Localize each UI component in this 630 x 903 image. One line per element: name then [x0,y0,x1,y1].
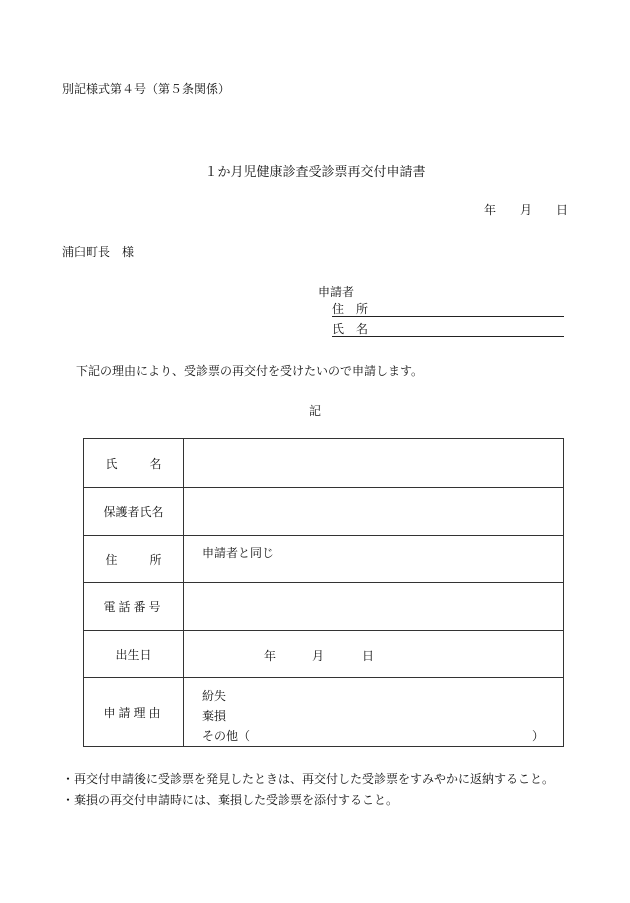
address-field[interactable] [184,536,564,583]
birth-date-field[interactable] [184,631,564,678]
phone-field[interactable] [184,583,564,631]
table-row-guardian [84,488,564,536]
guardian-name-field[interactable] [184,488,564,536]
date-month: 月 [520,203,533,217]
table-row-birth [84,631,564,678]
birth-day-unit: 日 [362,649,375,663]
reason-damaged[interactable]: 棄損 [202,709,227,723]
birth-year-unit: 年 [264,649,277,663]
document-title: １か月児健康診査受診票再交付申請書 [204,165,426,180]
form-number: 別記様式第４号（第５条関係） [62,82,231,96]
birth-month-unit: 月 [312,649,325,663]
applicant-name-field[interactable] [332,320,564,337]
note-return: ・再交付申請後に受診票を発見したときは、再交付した受診票をすみやかに返納すること。 [62,772,555,786]
address-value: 申請者と同じ [202,546,275,560]
date-year: 年 [484,203,497,217]
applicant-label: 申請者 [318,285,355,299]
application-date [484,201,568,218]
reason-field[interactable] [184,678,564,747]
reason-label: 申請理由 [103,705,164,720]
birth-label: 出生日 [115,647,152,662]
reason-other-close: ） [532,729,545,743]
phone-label: 電話番号 [103,600,164,614]
reason-other-label: その他（ [202,729,251,743]
ki-heading: 記 [309,404,322,418]
address-label: 住 所 [105,552,162,567]
applicant-address-field[interactable] [332,300,564,317]
date-day: 日 [556,203,569,217]
applicant-address-label: 住 所 [332,302,369,316]
phone-label-cell [84,583,184,631]
child-name-label-cell [84,439,184,488]
addressee: 浦臼町長 様 [62,245,135,259]
guardian-label-cell [84,488,184,536]
intro-text: 下記の理由により、受診票の再交付を受けたいので申請します。 [76,364,424,378]
birth-label-cell [84,631,184,678]
guardian-label: 保護者氏名 [103,505,164,519]
reason-other[interactable] [202,726,545,746]
application-table [83,438,564,747]
applicant-name-label: 氏 名 [332,322,369,336]
table-row-name [84,439,564,488]
address-label-cell [84,536,184,583]
table-row-address [84,536,564,583]
table-row-phone [84,583,564,631]
child-name-label: 氏 名 [105,456,162,471]
note-attach: ・棄損の再交付申請時には、棄損した受診票を添付すること。 [62,793,399,807]
reason-label-cell [84,678,184,747]
table-row-reason [84,678,564,747]
reason-lost[interactable]: 紛失 [202,689,227,703]
child-name-field[interactable] [184,439,564,488]
